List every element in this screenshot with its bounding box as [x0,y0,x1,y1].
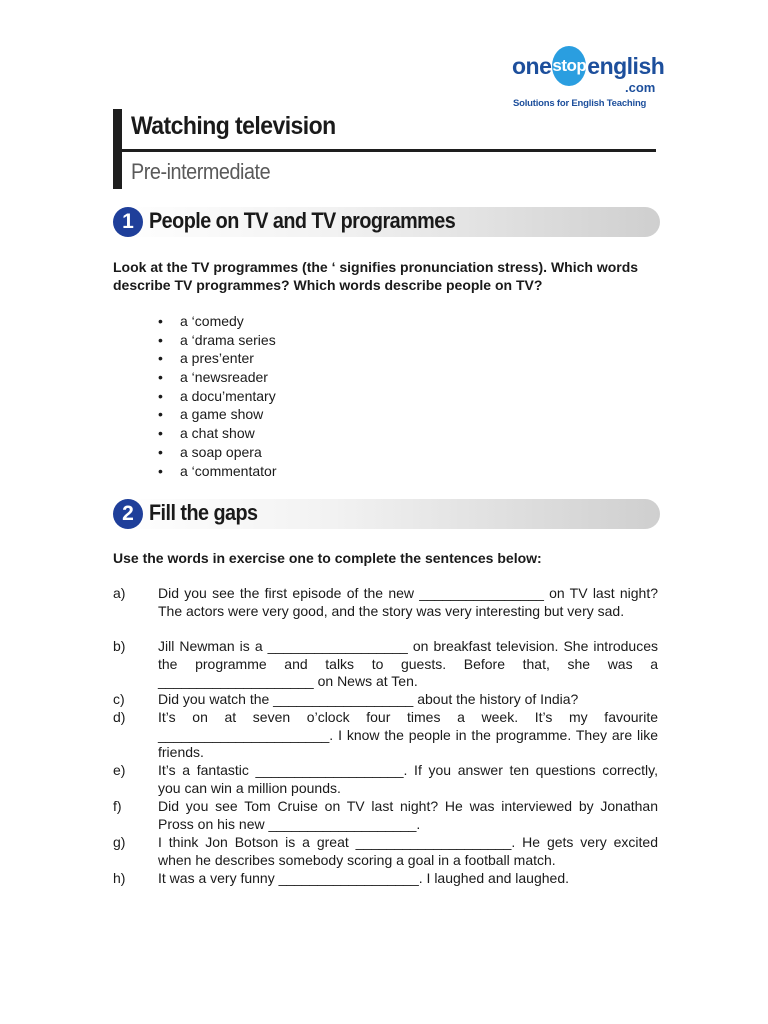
section-2-number-badge: 2 [113,499,143,529]
exercise-sentence: Did you see the first episode of the new ________________ on TV last night? The actors were very good, and the story was very interesting but very sad. [158,585,658,619]
list-item: • a pres’enter [158,349,276,368]
onestopenglish-logo [512,46,665,112]
exercise-label: b) [113,638,126,654]
exercise-label: h) [113,870,126,886]
exercise-sentence: I think Jon Botson is a great ____________________. He gets very excited when he describes somebody scoring a goal in a football match. [158,834,658,868]
exercise-item-g [113,834,658,869]
list-item: • a ‘drama series [158,331,276,350]
exercise-sentence: Jill Newman is a __________________ on breakfast television. She introduces the programme and talks to guests. Before that, she was a ____________________ on News at Ten. [158,638,658,690]
exercise-item-f [113,798,658,833]
list-item: • a soap opera [158,443,276,462]
section-1-title: People on TV and TV programmes [149,208,456,233]
logo-com-text: .com [625,80,656,95]
list-item: • a game show [158,405,276,424]
level-subtitle: Pre-intermediate [131,159,271,184]
logo-english-text: english [587,52,665,79]
exercise-label: d) [113,709,126,725]
list-item: • a ‘newsreader [158,368,276,387]
exercise-label: e) [113,762,126,778]
exercise-item-c [113,691,658,709]
exercise-label: f) [113,798,122,814]
list-item: • a ‘commentator [158,462,276,481]
list-item: • a docu’mentary [158,387,276,406]
title-divider [122,149,656,152]
section-2-instruction: Use the words in exercise one to complete the sentences below: [113,550,542,566]
tv-vocabulary-list [158,312,276,480]
exercise-item-a [113,585,658,620]
exercise-item-b [113,638,658,691]
page-title: Watching television [131,112,336,140]
exercise-item-d [113,709,658,762]
exercise-sentence: It was a very funny __________________. I laughed and laughed. [158,870,569,886]
exercise-sentence: Did you see Tom Cruise on TV last night? He was interviewed by Jonathan Pross on his new ___________________. [158,798,658,832]
exercise-label: c) [113,691,125,707]
logo-one-text: one [512,52,552,79]
exercise-label: g) [113,834,126,850]
title-accent-bar [113,109,122,189]
section-2-title: Fill the gaps [149,500,258,525]
section-1-number-badge: 1 [113,207,143,237]
exercise-item-e [113,762,658,797]
section-1-instruction: Look at the TV programmes (the ‘ signifies pronunciation stress). Which words describe TV programmes? Which words describe people on TV? [113,259,639,293]
list-item: • a ‘comedy [158,312,276,331]
exercise-label: a) [113,585,126,601]
logo-stop-circle: stop [552,46,586,86]
exercise-sentence: Did you watch the __________________ about the history of India? [158,691,579,707]
exercise-item-h [113,870,658,888]
section-2-banner [113,499,660,529]
exercise-sentence: It’s a fantastic ___________________. If you answer ten questions correctly, you can win a million pounds. [158,762,658,796]
logo-tagline: Solutions for English Teaching [513,98,647,109]
exercise-sentence: It’s on at seven o’clock four times a week. It’s my favourite ______________________. I know the people in the programme. They are like friends. [158,709,658,761]
section-1-banner [113,207,660,237]
list-item: • a chat show [158,424,276,443]
